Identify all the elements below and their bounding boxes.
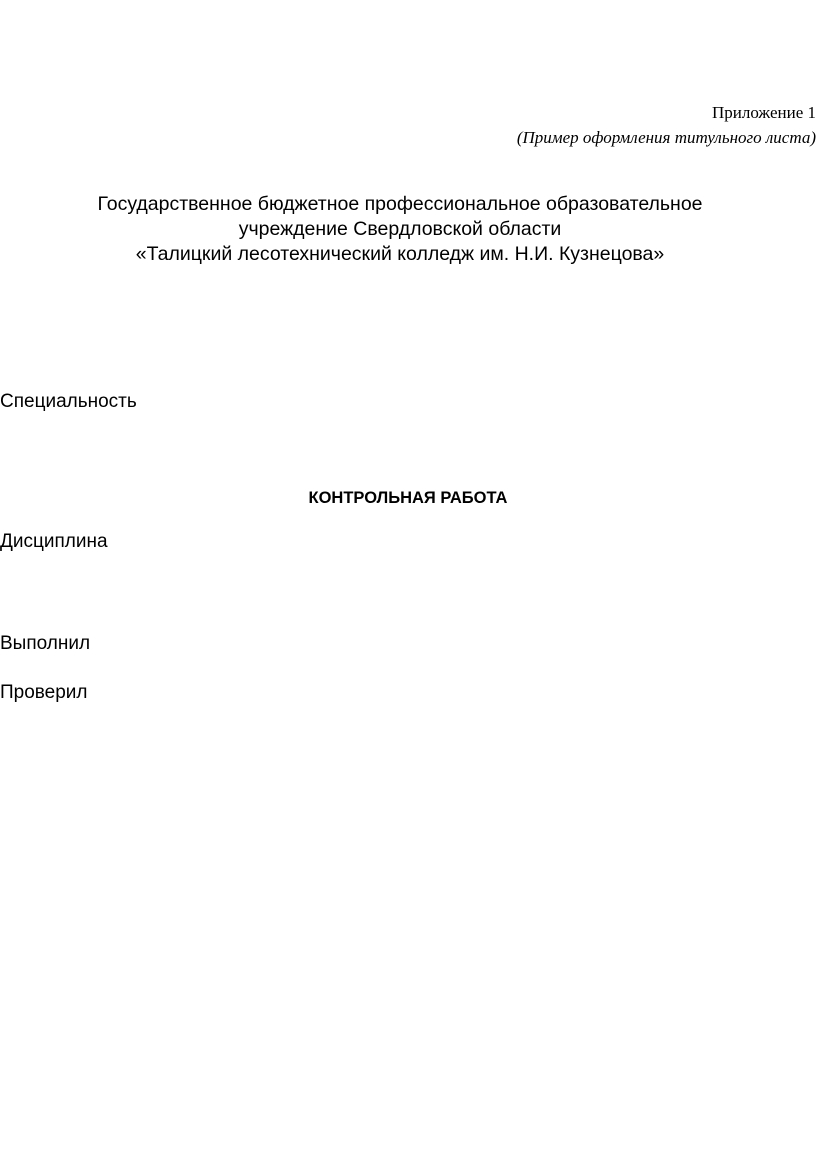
work-title: КОНТРОЛЬНАЯ РАБОТА — [308, 489, 508, 507]
performed-by-label: Выполнил — [0, 633, 91, 654]
institution-line-1: Государственное бюджетное профессиональное образовательное — [97, 193, 703, 215]
institution-line-3: «Талицкий лесотехнический колледж им. Н.И. Кузнецова» — [135, 243, 665, 265]
appendix-label: Приложение 1 — [712, 103, 816, 122]
specialty-label: Специальность — [0, 391, 137, 412]
checked-by-label: Проверил — [0, 682, 88, 703]
institution-line-2: учреждение Свердловской области — [238, 218, 562, 240]
institution-name — [0, 192, 816, 267]
discipline-label: Дисциплина — [0, 531, 108, 552]
appendix-note: (Пример оформления титульного листа) — [516, 128, 816, 147]
